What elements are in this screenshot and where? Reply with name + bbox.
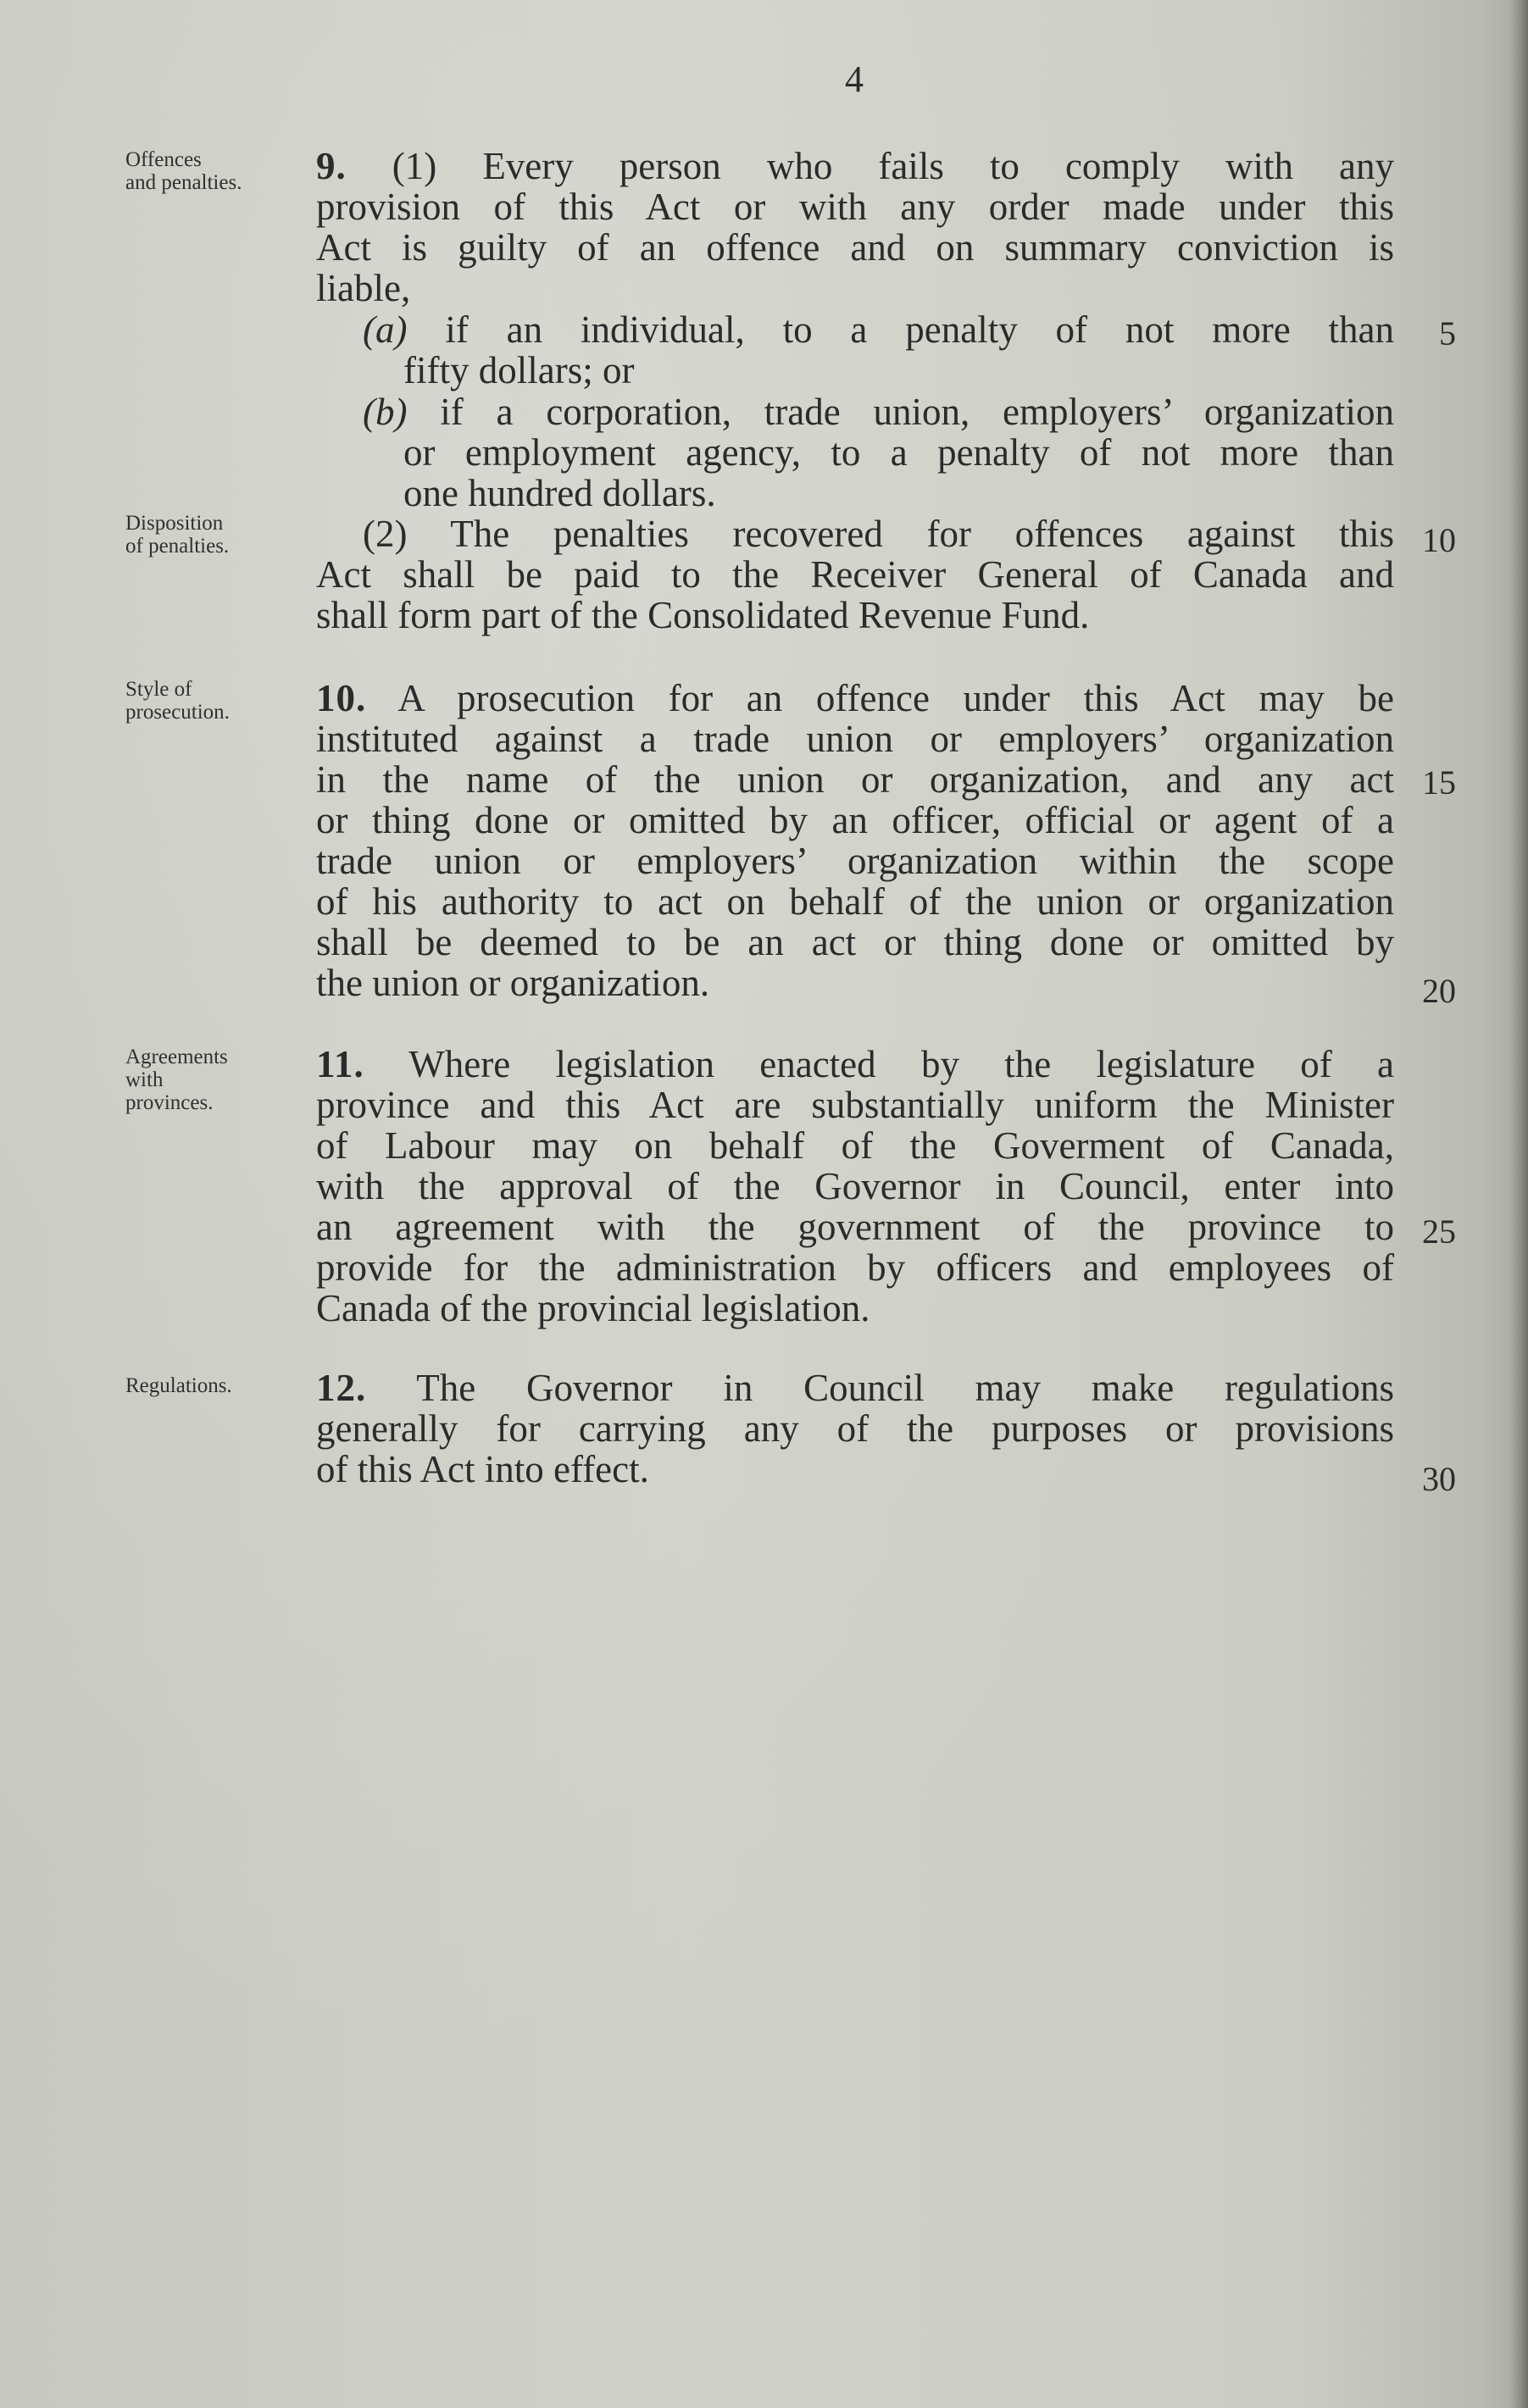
section-11-line-1: [316, 1044, 1394, 1085]
section-11-line-2: province and this Act are substantially uniform the Minister: [316, 1084, 1394, 1126]
section-9-text: (1) Every person who fails to comply with any: [392, 145, 1394, 187]
section-10-line-4: or thing done or omitted by an officer, official or agent of a: [316, 799, 1394, 841]
section-9-line-4: liable,: [316, 267, 411, 309]
line-number-10: 10: [1422, 521, 1456, 559]
line-number-15: 15: [1422, 763, 1456, 802]
section-11-line-4: with the approval of the Governor in Council, enter into: [316, 1165, 1394, 1207]
line-number-30: 30: [1422, 1460, 1456, 1498]
section-10-line-5: trade union or employers’ organization within the scope: [316, 840, 1394, 882]
page-number: 4: [845, 58, 864, 100]
section-10-number: 10.: [316, 677, 367, 719]
section-9-line-2: provision of this Act or with any order made under this: [316, 186, 1394, 228]
margin-note-agreements: Agreements with provinces.: [125, 1046, 228, 1114]
item-b-continuation-1: or employment agency, to a penalty of not more than: [403, 431, 1394, 474]
section-9-number: 9.: [316, 145, 347, 187]
section-11-line-3: of Labour may on behalf of the Goverment of Canada,: [316, 1124, 1394, 1167]
section-11-line-6: provide for the administration by officers and employees of: [316, 1246, 1394, 1289]
line-number-20: 20: [1422, 972, 1456, 1010]
section-12-line-1: [316, 1368, 1394, 1408]
line-number-5: 5: [1439, 314, 1456, 352]
section-10-line-6: of his authority to act on behalf of the union or organization: [316, 880, 1394, 923]
section-11-text: Where legislation enacted by the legislature of a: [408, 1043, 1395, 1085]
line-number-25: 25: [1422, 1212, 1456, 1251]
section-9-2-line-1: (2) The penalties recovered for offences against this: [363, 513, 1394, 555]
item-a-label: (a): [363, 308, 408, 351]
section-10-line-7: shall be deemed to be an act or thing done or omitted by: [316, 921, 1394, 963]
section-11-line-7: Canada of the provincial legislation.: [316, 1287, 870, 1329]
item-a-continuation: fifty dollars; or: [403, 349, 635, 391]
margin-note-style-of-prosecution: Style of prosecution.: [125, 678, 230, 724]
section-9-2-line-2: Act shall be paid to the Receiver General of Canada and: [316, 553, 1394, 596]
item-b-text: if a corporation, trade union, employers’ organization: [440, 391, 1395, 433]
section-12-number: 12.: [316, 1367, 367, 1409]
section-10-text: A prosecution for an offence under this Act may be: [397, 677, 1394, 719]
section-12-text: The Governor in Council may make regulations: [416, 1367, 1394, 1409]
section-10-line-3: in the name of the union or organization, and any act: [316, 758, 1394, 801]
section-9-item-a: [363, 309, 1394, 391]
item-a-text: if an individual, to a penalty of not more than: [445, 308, 1395, 351]
section-10-line-1: [316, 678, 1394, 719]
section-10-line-2: instituted against a trade union or employers’ organization: [316, 718, 1394, 760]
margin-note-offences: Offences and penalties.: [125, 148, 242, 194]
section-9-2-line-3: shall form part of the Consolidated Revenue Fund.: [316, 594, 1090, 636]
section-11-number: 11.: [316, 1043, 364, 1085]
margin-note-disposition: Disposition of penalties.: [125, 512, 230, 558]
section-9-line-1: [316, 146, 1394, 186]
item-b-continuation-2: one hundred dollars.: [403, 472, 716, 514]
page-spine-shadow: [1509, 0, 1528, 2408]
section-9-line-3: Act is guilty of an offence and on summary conviction is: [316, 226, 1394, 269]
section-9-item-b: [363, 391, 1394, 513]
section-12-line-3: of this Act into effect.: [316, 1448, 649, 1490]
item-b-label: (b): [363, 391, 408, 433]
section-10-line-8: the union or organization.: [316, 962, 710, 1004]
margin-note-regulations: Regulations.: [125, 1374, 232, 1397]
section-11-line-5: an agreement with the government of the province to: [316, 1206, 1394, 1248]
section-12-line-2: generally for carrying any of the purposes or provisions: [316, 1407, 1394, 1450]
